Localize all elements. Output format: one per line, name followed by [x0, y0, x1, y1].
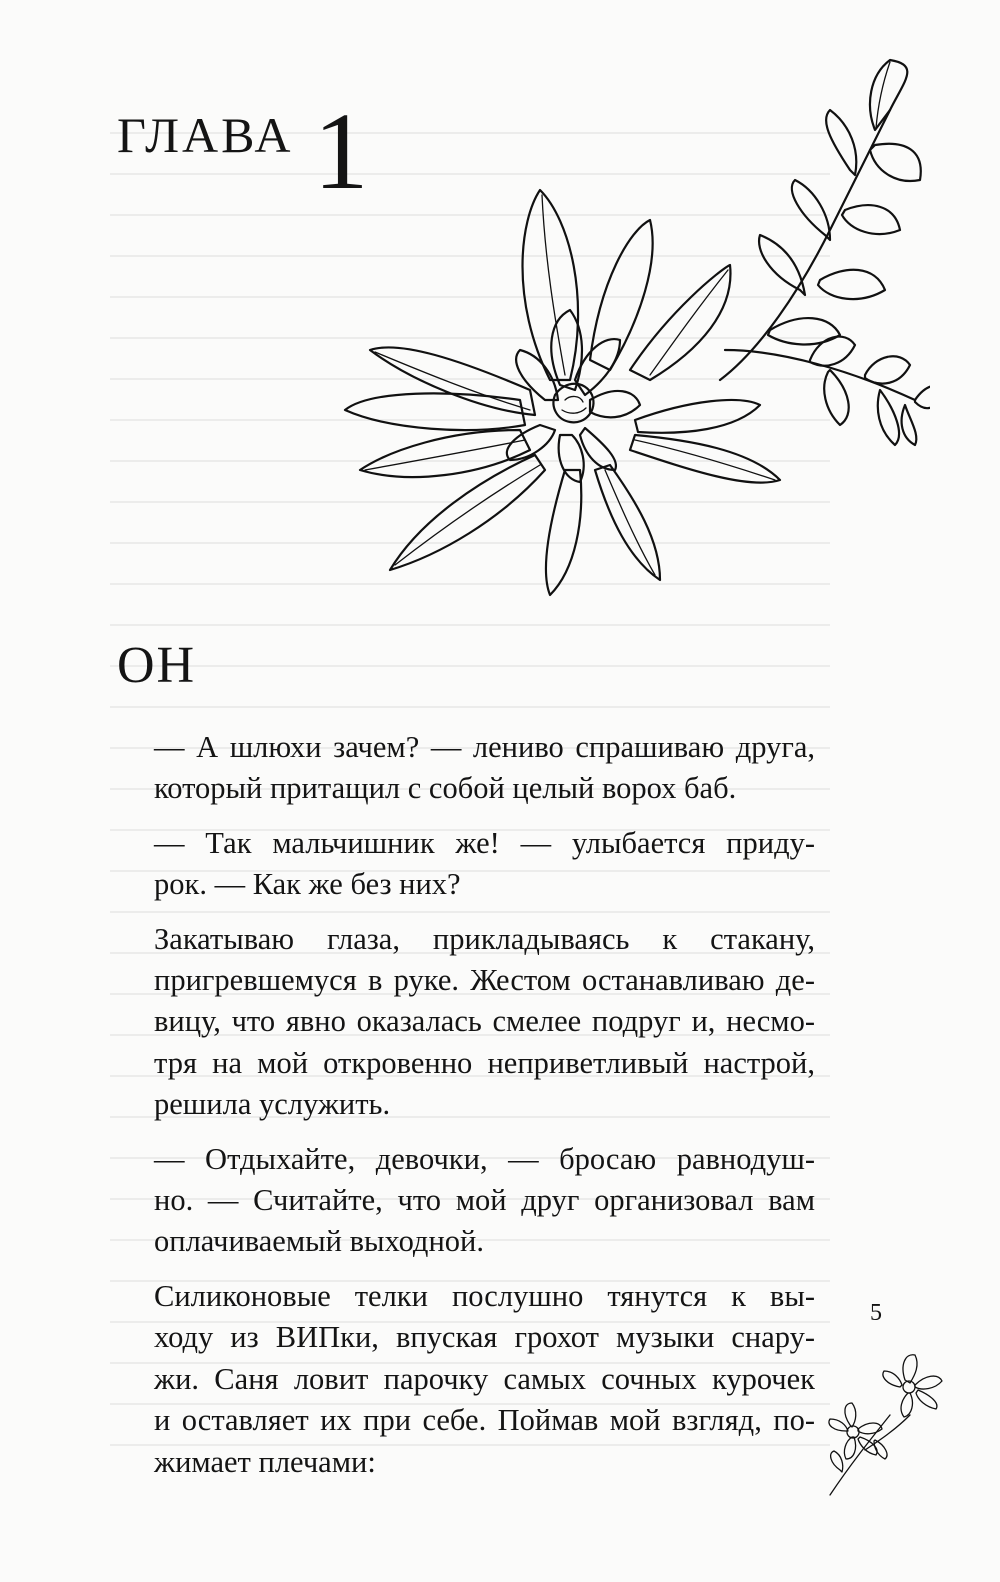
chapter-number: 1 [313, 90, 369, 212]
paragraph [117, 823, 815, 906]
text-line: тря на мой откровенно неприветливый настрой, [154, 1045, 815, 1080]
page-number: 5 [870, 1300, 882, 1326]
text-line: но. — Считайте, что мой друг организовал вам [154, 1183, 815, 1218]
paragraph [117, 727, 815, 810]
paragraph [117, 1139, 815, 1263]
text-line: и оставляет их при себе. Поймав мой взгляд, по- [154, 1403, 815, 1438]
text-line: — Так мальчишник же! — улыбается приду- [154, 825, 815, 860]
text-line: вицу, что явно оказалась смелее подруг и, несмо- [154, 1004, 815, 1039]
text-line: — Отдыхайте, девочки, — бросаю равнодуш- [154, 1141, 815, 1176]
text-line: жимает плечами: [154, 1444, 376, 1479]
chapter-word: ГЛАВА [117, 107, 294, 163]
text-line: Закатываю глаза, прикладываясь к стакану, [154, 921, 815, 956]
text-line: — А шлюхи зачем? — лениво спрашиваю друга, [154, 730, 815, 764]
flower-branch-illustration [330, 50, 930, 610]
text-line: Силиконовые телки послушно тянутся к вы- [154, 1278, 815, 1313]
paragraph [117, 1276, 815, 1483]
chapter-heading [117, 90, 369, 212]
paragraph [117, 919, 815, 1126]
text-line: который притащил с собой целый ворох баб. [154, 771, 737, 806]
section-title: ОН [117, 637, 197, 694]
small-flowers-illustration [810, 1345, 960, 1505]
text-line: решила услужить. [154, 1087, 391, 1122]
text-line: рок. — Как же без них? [154, 867, 461, 902]
chapter-body-text [117, 727, 815, 1496]
text-line: пригревшемуся в руке. Жестом останавливаю де- [154, 963, 815, 998]
text-line: оплачиваемый выходной. [154, 1224, 484, 1259]
text-line: ходу из ВИПки, впуская грохот музыки снару- [154, 1320, 815, 1355]
text-line: жи. Саня ловит парочку самых сочных курочек [154, 1361, 815, 1396]
